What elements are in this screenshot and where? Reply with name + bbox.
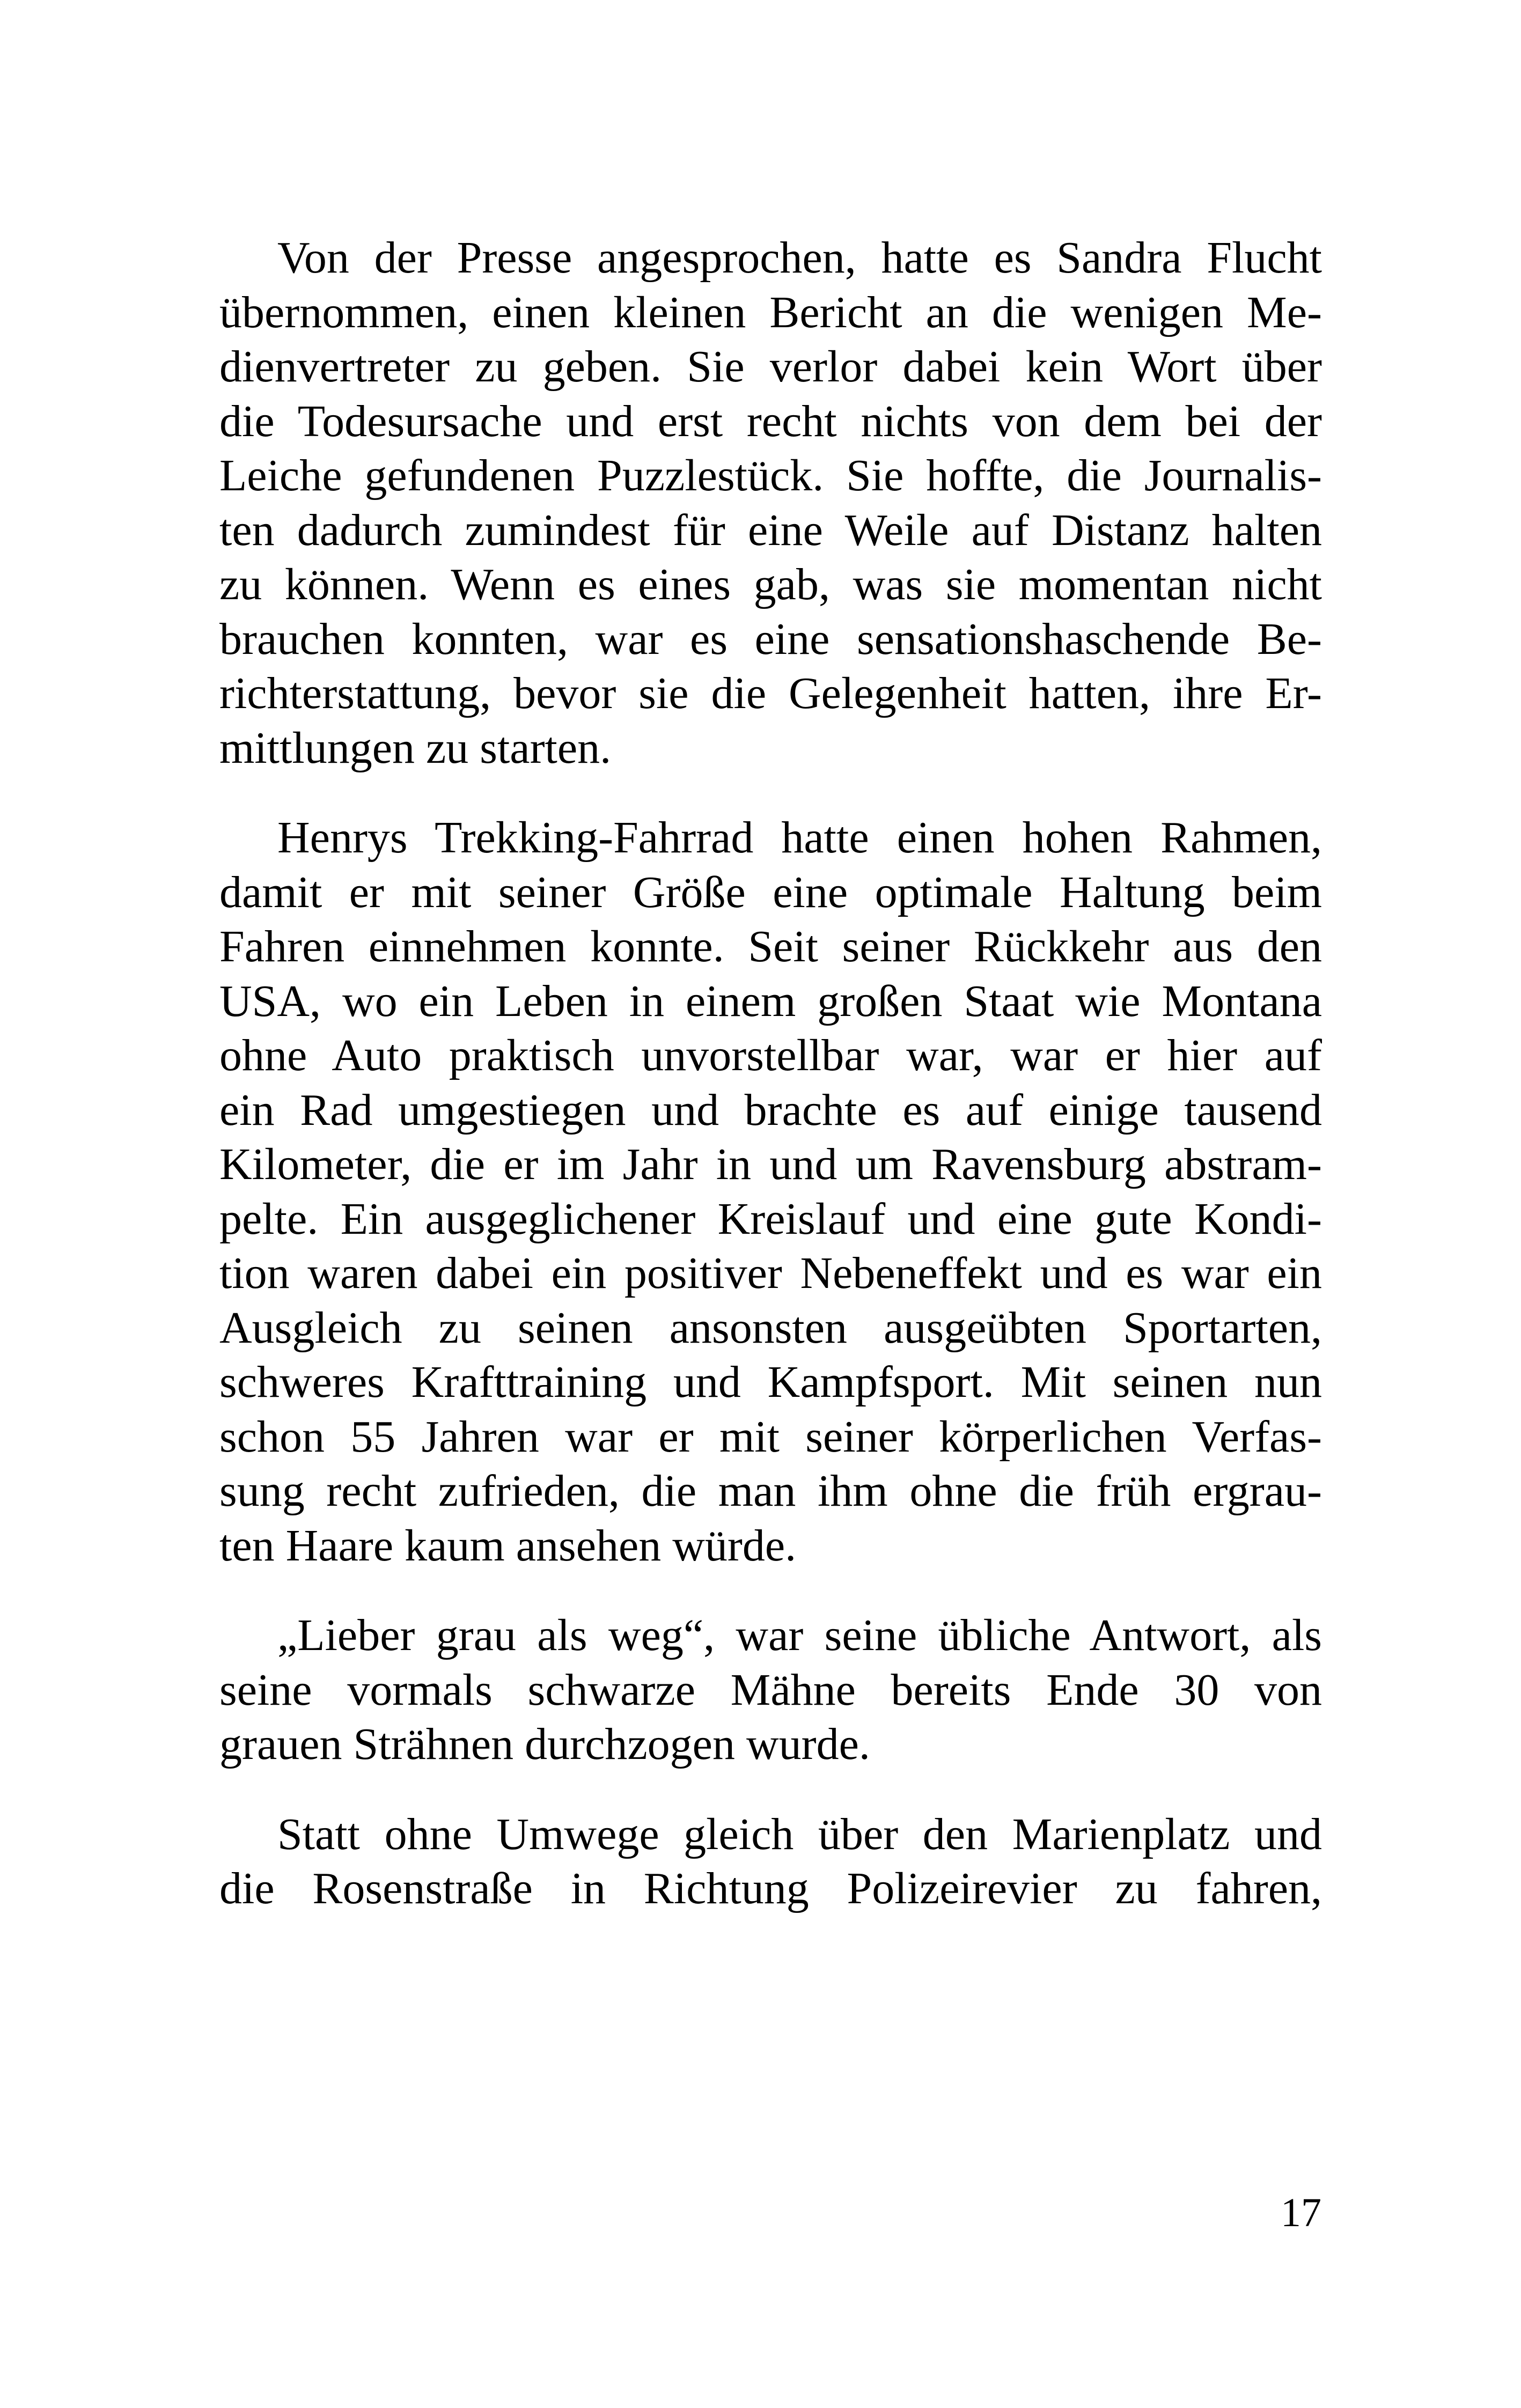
text-line: „Lieber grau als weg“, war seine übliche Antwort, als [277,1610,1322,1660]
text-line: die Todesursache und erst recht nichts von dem bei der [219,396,1322,446]
text-line: sung recht zufrieden, die man ihm ohne die früh ergrau- [219,1466,1322,1516]
text-line: Ausgleich zu seinen ansonsten ausgeübten Sportarten, [219,1302,1322,1353]
text-line: seine vormals schwarze Mähne bereits Ende 30 von [219,1665,1322,1715]
paragraph-1 [219,231,1322,775]
text-line: schweres Krafttraining und Kampfsport. Mit seinen nun [219,1357,1322,1407]
text-line: Leiche gefundenen Puzzlestück. Sie hoffte, die Journalis- [219,451,1322,500]
body-text [219,231,1322,1916]
paragraph-4 [219,1807,1322,1916]
text-line: zu können. Wenn es eines gab, was sie momentan nicht [219,559,1322,609]
text-line: Henrys Trekking-Fahrrad hatte einen hohen Rahmen, [277,813,1322,863]
text-line: ten dadurch zumindest für eine Weile auf Distanz halten [219,505,1322,555]
paragraph-2 [219,811,1322,1573]
text-line: schon 55 Jahren war er mit seiner körperlichen Verfas- [219,1411,1322,1462]
text-line: ohne Auto praktisch unvorstellbar war, war er hier auf [219,1030,1322,1080]
text-line: pelte. Ein ausgeglichener Kreislauf und eine gute Kondi- [219,1194,1322,1244]
paragraph-3 [219,1608,1322,1772]
text-line: tion waren dabei ein positiver Nebeneffekt und es war ein [219,1248,1322,1298]
text-line: die Rosenstraße in Richtung Polizeirevier zu fahren, [219,1864,1322,1913]
text-line: übernommen, einen kleinen Bericht an die wenigen Me- [219,287,1322,337]
text-line: ten Haare kaum ansehen würde. [219,1520,797,1571]
page-number: 17 [1281,2190,1321,2235]
text-line: Kilometer, die er im Jahr in und um Ravensburg abstram- [219,1139,1322,1189]
text-line: Von der Presse angesprochen, hatte es Sandra Flucht [277,233,1322,283]
text-line: dienvertreter zu geben. Sie verlor dabei kein Wort über [219,342,1322,392]
text-line: USA, wo ein Leben in einem großen Staat wie Montana [219,976,1322,1026]
text-line: mittlungen zu starten. [219,723,612,773]
text-line: damit er mit seiner Größe eine optimale Haltung beim [219,867,1322,917]
text-line: grauen Strähnen durchzogen wurde. [219,1719,870,1769]
text-line: Fahren einnehmen konnte. Seit seiner Rückkehr aus den [219,922,1322,971]
text-line: richterstattung, bevor sie die Gelegenheit hatten, ihre Er- [219,668,1322,718]
text-line: Statt ohne Umwege gleich über den Marienplatz und [277,1809,1322,1859]
text-line: ein Rad umgestiegen und brachte es auf einige tausend [219,1085,1322,1135]
text-line: brauchen konnten, war es eine sensationshaschende Be- [219,614,1322,664]
